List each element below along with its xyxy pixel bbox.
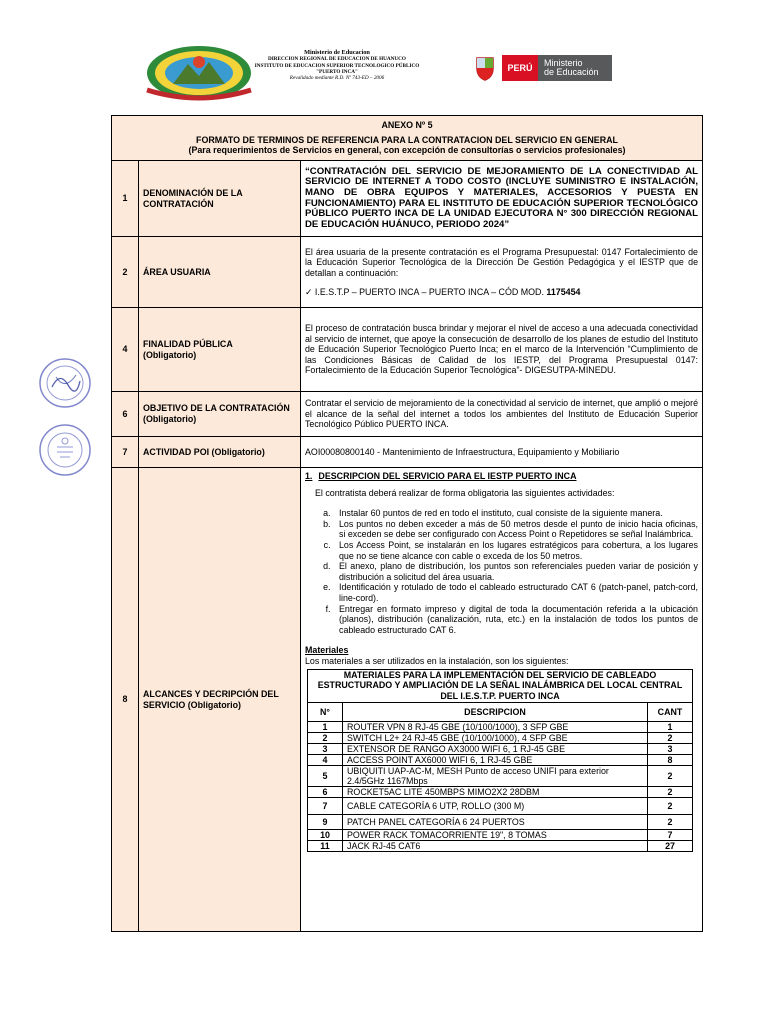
activities-list [305, 508, 698, 635]
material-quantity: 2 [648, 786, 693, 797]
table-row [112, 392, 703, 437]
row-label: OBJETIVO DE LA CONTRATACIÓN (Obligatorio) [139, 392, 301, 437]
material-description: ROUTER VPN 8 RJ-45 GBE (10/100/1000), 3 SFP GBE [343, 721, 648, 732]
material-quantity: 2 [648, 797, 693, 814]
material-quantity: 7 [648, 829, 693, 840]
material-quantity: 8 [648, 754, 693, 765]
row-number: 7 [112, 437, 139, 468]
material-number: 2 [308, 732, 343, 743]
material-description: PATCH PANEL CATEGORÍA 6 24 PUERTOS [343, 814, 648, 829]
material-description: UBIQUITI UAP-AC-M, MESH Punto de acceso UNIFI para exterior 2.4/5GHz 1167Mbps [343, 765, 648, 786]
material-quantity: 2 [648, 765, 693, 786]
row-number: 8 [112, 468, 139, 932]
table-row [112, 237, 703, 308]
row-label [139, 308, 301, 392]
material-quantity: 3 [648, 743, 693, 754]
institute-name-line: "PUERTO INCA" [316, 68, 358, 75]
regional-direction-line: DIRECCION REGIONAL DE EDUCACION DE HUANUCO [268, 56, 406, 63]
contract-denomination: “CONTRATACIÓN DEL SERVICIO DE MEJORAMIENTO DE LA CONECTIVIDAD AL SERVICIO DE INTERNET A TODO COSTO (INCLUYE SUMINISTRO E INSTALACIÓN, MANO DE OBRA EQUIPOS Y MATERIALES, ACCESORIOS Y PUESTA EN FUNCIONAMIENTO) PARA EL INSTITUTO DE EDUCACIÓN SUPERIOR TECNOLÓGICO PÚBLICO PUERTO INCA DE LA UNIDAD EJECUTORA N° 300 DIRECCIÓN REGIONAL DE EDUCACIÓN HUÁNUCO, PERIODO 2024” [301, 161, 703, 237]
row-number: 2 [112, 237, 139, 308]
material-description: SWITCH L2+ 24 RJ-45 GBE (10/100/1000), 4 SFP GBE [343, 732, 648, 743]
list-item: b. Los puntos no deben exceder a más de 50 metros desde el punto de inicio hacia oficinas, si exceden se debe ser configurado con Access Point o Repetidores se señal Inalámbrica. [333, 519, 698, 540]
table-row [112, 161, 703, 237]
material-description: JACK RJ-45 CAT6 [343, 840, 648, 851]
service-scope-cell [301, 468, 703, 932]
material-number: 9 [308, 814, 343, 829]
material-quantity: 1 [648, 721, 693, 732]
user-area-bullet [305, 287, 698, 298]
material-number: 4 [308, 754, 343, 765]
materials-table [307, 669, 693, 852]
annex-header [112, 116, 703, 161]
row-number: 1 [112, 161, 139, 237]
document-header [0, 0, 768, 110]
coat-of-arms-icon [474, 55, 496, 81]
terms-of-reference-table [111, 115, 703, 932]
poi-activity-text: AOI00080800140 - Mantenimiento de Infraestructura, Equipamiento y Mobiliario [301, 437, 703, 468]
material-number: 5 [308, 765, 343, 786]
materials-table-title: MATERIALES PARA LA IMPLEMENTACIÓN DEL SERVICIO DE CABLEADO ESTRUCTURADO Y AMPLIACIÓN DE LA SEÑAL INALÁMBRICA DEL LOCAL CENTRAL DEL I.E.S.T.P. PUERTO INCA [308, 669, 693, 702]
table-row [112, 308, 703, 392]
stamp-seal-1 [38, 357, 92, 409]
row-label: ÁREA USUARIA [139, 237, 301, 308]
list-item: f. Entregar en formato impreso y digital de toda la documentación referida a la ubicación (planos), distribución (canalización, ruta, etc.) en la instalación de todos los puntos de cableado estructurado CAT 6. [333, 604, 698, 636]
ministry-line: Ministerio de Educacion [304, 49, 370, 56]
modular-code: 1175454 [546, 286, 581, 297]
table-row [308, 743, 693, 754]
table-row [308, 721, 693, 732]
material-quantity: 2 [648, 732, 693, 743]
row-label: ALCANCES Y DECRIPCIÓN DEL SERVICIO (Obligatorio) [139, 468, 301, 932]
objective-text: Contratar el servicio de mejoramiento de la conectividad al servicio de internet, que amplió o mejoré el alcance de la señal del internet a todos los ambientes del Instituto de Educación Superior Tecnológico Público PUERTO INCA. [301, 392, 703, 437]
institute-logo [143, 44, 255, 102]
annex-subtitle: FORMATO DE TERMINOS DE REFERENCIA PARA LA CONTRATACION DEL SERVICIO EN GENERAL [196, 134, 618, 145]
table-row [112, 437, 703, 468]
table-row [308, 786, 693, 797]
material-description: EXTENSOR DE RANGO AX3000 WIFI 6, 1 RJ-45 GBE [343, 743, 648, 754]
row-label: ACTIVIDAD POI (Obligatorio) [139, 437, 301, 468]
material-number: 3 [308, 743, 343, 754]
materials-title-row [308, 669, 693, 702]
table-row [308, 732, 693, 743]
list-item: d. El anexo, plano de distribución, los puntos son referenciales pueden variar de posición y distribución a solicitud del área usuaria. [333, 561, 698, 582]
list-item: e. Identificación y rotulado de todo el cableado estructurado CAT 6 (patch-panel, patch-cord, line-cord). [333, 582, 698, 603]
table-row [308, 765, 693, 786]
material-number: 11 [308, 840, 343, 851]
list-item: a. Instalar 60 puntos de red en todo el instituto, cual consiste de la siguiente manera. [333, 508, 698, 519]
section-number: 1. [305, 471, 313, 481]
row-label: DENOMINACIÓN DE LA CONTRATACIÓN [139, 161, 301, 237]
peru-label: PERÚ [502, 55, 538, 81]
activities-intro: El contratista deberá realizar de forma obligatoria las siguientes actividades: [315, 487, 615, 498]
section-heading [305, 471, 698, 482]
materials-intro: Los materiales a ser utilizados en la instalación, son los siguientes: [305, 655, 569, 666]
materials-heading: Materiales [305, 645, 349, 656]
table-row [112, 468, 703, 932]
col-header-number: N° [308, 702, 343, 721]
table-row [308, 797, 693, 814]
col-header-quantity: CANT [648, 702, 693, 721]
material-number: 10 [308, 829, 343, 840]
institute-line: INSTITUTO DE EDUCACION SUPERIOR TECNOLOGICO PÚBLICO [254, 62, 420, 69]
material-description: POWER RACK TOMACORRIENTE 19", 8 TOMAS [343, 829, 648, 840]
material-description: ROCKET5AC LITE 450MBPS MIMO2X2 28DBM [343, 786, 648, 797]
ministerio-line-2: de Educación [544, 67, 599, 77]
table-row [308, 840, 693, 851]
table-row [308, 829, 693, 840]
material-description: CABLE CATEGORÍA 6 UTP, ROLLO (300 M) [343, 797, 648, 814]
annex-title: ANEXO Nº 5 [381, 120, 433, 131]
material-number: 6 [308, 786, 343, 797]
revalidation-line: Revalidado mediante R.D. Nº 743-ED – 2006 [289, 75, 385, 82]
row-label-text: FINALIDAD PÚBLICA [143, 338, 233, 349]
user-area-cell [301, 237, 703, 308]
col-header-description: DESCRIPCION [343, 702, 648, 721]
material-quantity: 2 [648, 814, 693, 829]
table-row [308, 754, 693, 765]
user-area-text: El área usuaria de la presente contratación es el Programa Presupuestal: 0147 Fortalecimiento de la Educación Superior Tecnológica de la Dirección De Gestión Pedagógica y el IESTP que de detallan a continuación: [305, 246, 698, 278]
public-purpose-text: El proceso de contratación busca brindar y mejorar el nivel de acceso a una adecuada conectividad al servicio de internet, que apoye la consecución de desarrollo de los planes de estudio del Instituto de Educación Superior Tecnológico Puerto Inca; en el marco de la Intervención “Cumplimiento de las Condiciones Básicas de Calidad de los IESTP, del Programa Presupuestal 0147: Fortalecimiento de la Educación Superior Tecnológica”- DIGESUTPA-MINEDU. [301, 308, 703, 392]
material-number: 7 [308, 797, 343, 814]
institution-heading [252, 50, 422, 81]
ministerio-label [538, 55, 612, 81]
list-item: c. Los Access Point, se instalarán en los lugares estratégicos para cobertura, a los lugares que no se tiene alcance con cable o exceda de los 50 metros. [333, 540, 698, 561]
minedu-logo [474, 54, 612, 82]
material-number: 1 [308, 721, 343, 732]
material-description: ACCESS POINT AX6000 WIFI 6, 1 RJ-45 GBE [343, 754, 648, 765]
row-number: 4 [112, 308, 139, 392]
row-label-note: (Obligatorio) [143, 349, 197, 360]
annex-header-row [112, 116, 703, 161]
section-title: DESCRIPCION DEL SERVICIO PARA EL IESTP PUERTO INCA [318, 471, 577, 481]
materials-header-row [308, 702, 693, 721]
stamp-seal-2 [38, 423, 92, 477]
material-quantity: 27 [648, 840, 693, 851]
ministerio-line-1: Ministerio [544, 57, 583, 68]
bullet-text: ✓ I.E.S.T.P – PUERTO INCA – PUERTO INCA – CÓD MOD. [305, 286, 547, 297]
annex-note: (Para requerimientos de Servicios en general, con excepción de consultorías o servicios profesionales) [188, 145, 626, 156]
row-number: 6 [112, 392, 139, 437]
table-row [308, 814, 693, 829]
